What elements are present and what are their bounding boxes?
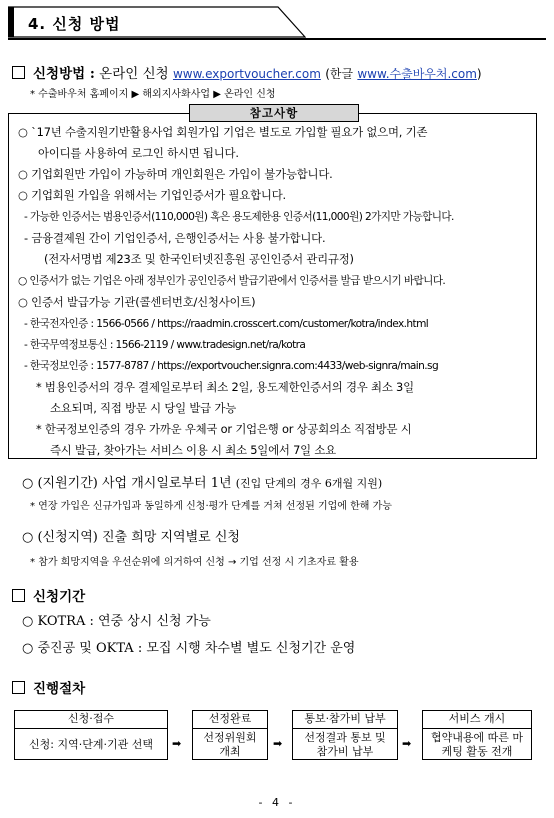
method-note-end: 온라인 신청 xyxy=(224,89,276,100)
ref-line: - 한국정보인증 : 1577-8787 / https://exportvoucher.signra.com:4433/web-signra/main.sg xyxy=(24,360,439,372)
procedure-stage-notify xyxy=(292,710,398,760)
period-heading: 신청기간 xyxy=(33,589,86,605)
method-note-prefix: * 수출바우처 홈페이지 xyxy=(30,89,129,100)
stage-body: 선정위원회 개최 xyxy=(203,731,257,758)
period-item: ○ KOTRA : 연중 상시 신청 가능 xyxy=(22,614,211,629)
ref-line: - 한국무역정보통신 : 1566-2119 / www.tradesign.net/ra/kotra xyxy=(24,339,306,351)
arrow-right-icon: ➡ xyxy=(172,737,182,750)
exportvoucher-link[interactable]: www.exportvoucher.com xyxy=(172,67,321,81)
section-title-tab xyxy=(8,6,306,36)
triangle-right-icon: ▶ xyxy=(213,89,221,100)
ref-line: - 한국전자인증 : 1566-0566 / https://raadmin.crosscert.com/customer/kotra/index.html xyxy=(24,318,429,330)
arrow-right-icon: ➡ xyxy=(402,737,412,750)
ref-line: ○ 기업회원 가입을 위해서는 기업인증서가 필요합니다. xyxy=(18,188,286,202)
ref-line: ○ `17년 수출지원기반활용사업 회원가입 기업은 별도로 가입할 필요가 없으며, 기존 xyxy=(18,125,428,139)
procedure-heading: 진행절차 xyxy=(33,681,86,697)
procedure-stage-service xyxy=(422,710,532,760)
ref-line: - 금융결제원 간이 기업인증서, 은행인증서는 사용 불가합니다. xyxy=(24,231,326,245)
stage-body: 선정결과 통보 및 참가비 납부 xyxy=(304,731,386,758)
region-text: ○ (신청지역) 진출 희망 지역별로 신청 xyxy=(22,530,240,545)
procedure-heading-line xyxy=(12,677,85,697)
period-heading-line xyxy=(12,585,85,605)
ref-line: * 범용인증서의 경우 결제일로부터 최소 2일, 용도제한인증서의 경우 최소 3일 xyxy=(36,380,414,394)
procedure-stage-selection xyxy=(192,710,268,760)
ref-line: 아이디를 사용하여 로그인 하시면 됩니다. xyxy=(38,146,239,160)
korean-url-prefix: (한글 xyxy=(325,67,354,81)
period-item: ○ 중진공 및 OKTA : 모집 시행 차수별 별도 신청기간 운영 xyxy=(22,641,356,656)
stage-head: 서비스 개시 xyxy=(423,711,531,729)
method-heading: 신청방법 : xyxy=(33,66,95,82)
triangle-right-icon: ▶ xyxy=(131,89,140,100)
stage-body: 협약내용에 따른 마케팅 활동 전개 xyxy=(431,731,524,758)
stage-head: 통보·참가비 납부 xyxy=(293,711,397,729)
ref-line: 즉시 발급, 찾아가는 서비스 이용 시 최소 5일에서 7일 소요 xyxy=(50,443,336,457)
stage-body: 신청: 지역·단계·기관 선택 xyxy=(29,738,153,751)
stage-head: 선정완료 xyxy=(193,711,267,729)
procedure-stage-apply xyxy=(14,710,168,760)
method-text: 온라인 신청 xyxy=(99,66,169,82)
stage-head: 신청·접수 xyxy=(15,711,167,729)
region-note: * 참가 희망지역을 우선순위에 의거하여 신청 → 기업 선정 시 기초자료 활용 xyxy=(30,557,359,568)
method-line xyxy=(12,62,482,82)
korean-voucher-link[interactable]: www.수출바우처.com xyxy=(357,67,477,81)
ref-line: ○ 인증서 발급가능 기관(콜센터번호/신청사이트) xyxy=(18,295,256,309)
method-note xyxy=(30,85,276,100)
page-number: - 4 - xyxy=(258,796,296,809)
ref-line: (전자서명법 제23조 및 한국인터넷진흥원 공인인증서 관리규정) xyxy=(44,252,354,266)
title-underline xyxy=(8,38,546,40)
ref-line: ○ 인증서가 없는 기업은 아래 정부인가 공인인증서 발급기관에서 인증서를 발급 받으시기 바랍니다. xyxy=(18,275,446,287)
checkbox-square-icon xyxy=(12,589,25,602)
support-period-small: (진입 단계의 경우 6개월 지원) xyxy=(235,477,383,490)
ref-line: - 가능한 인증서는 범용인증서(110,000원) 혹은 용도제한용 인증서(11,000원) 2가지만 가능합니다. xyxy=(24,211,454,223)
ref-line: 소요되며, 직접 방문 시 당일 발급 가능 xyxy=(50,401,236,415)
ref-line: ○ 기업회원만 가입이 가능하며 개인회원은 가입이 불가능합니다. xyxy=(18,167,333,181)
support-period-text: ○ (지원기간) 사업 개시일로부터 1년 xyxy=(22,476,232,491)
ref-line: * 한국정보인증의 경우 가까운 우체국 or 기업은행 or 상공회의소 직접방문 시 xyxy=(36,422,412,436)
reference-label: 참고사항 xyxy=(189,104,359,122)
method-note-mid: 해외지사화사업 xyxy=(142,89,211,100)
arrow-right-icon: ➡ xyxy=(273,737,283,750)
korean-url-suffix: ) xyxy=(476,67,482,81)
support-period-line xyxy=(22,472,382,491)
section-title: 4. 신청 방법 xyxy=(28,15,121,33)
checkbox-square-icon xyxy=(12,66,25,79)
checkbox-square-icon xyxy=(12,681,25,694)
support-period-note: * 연장 가입은 신규가입과 동일하게 신청·평가 단계를 거쳐 선정된 기업에 한해 가능 xyxy=(30,501,392,512)
